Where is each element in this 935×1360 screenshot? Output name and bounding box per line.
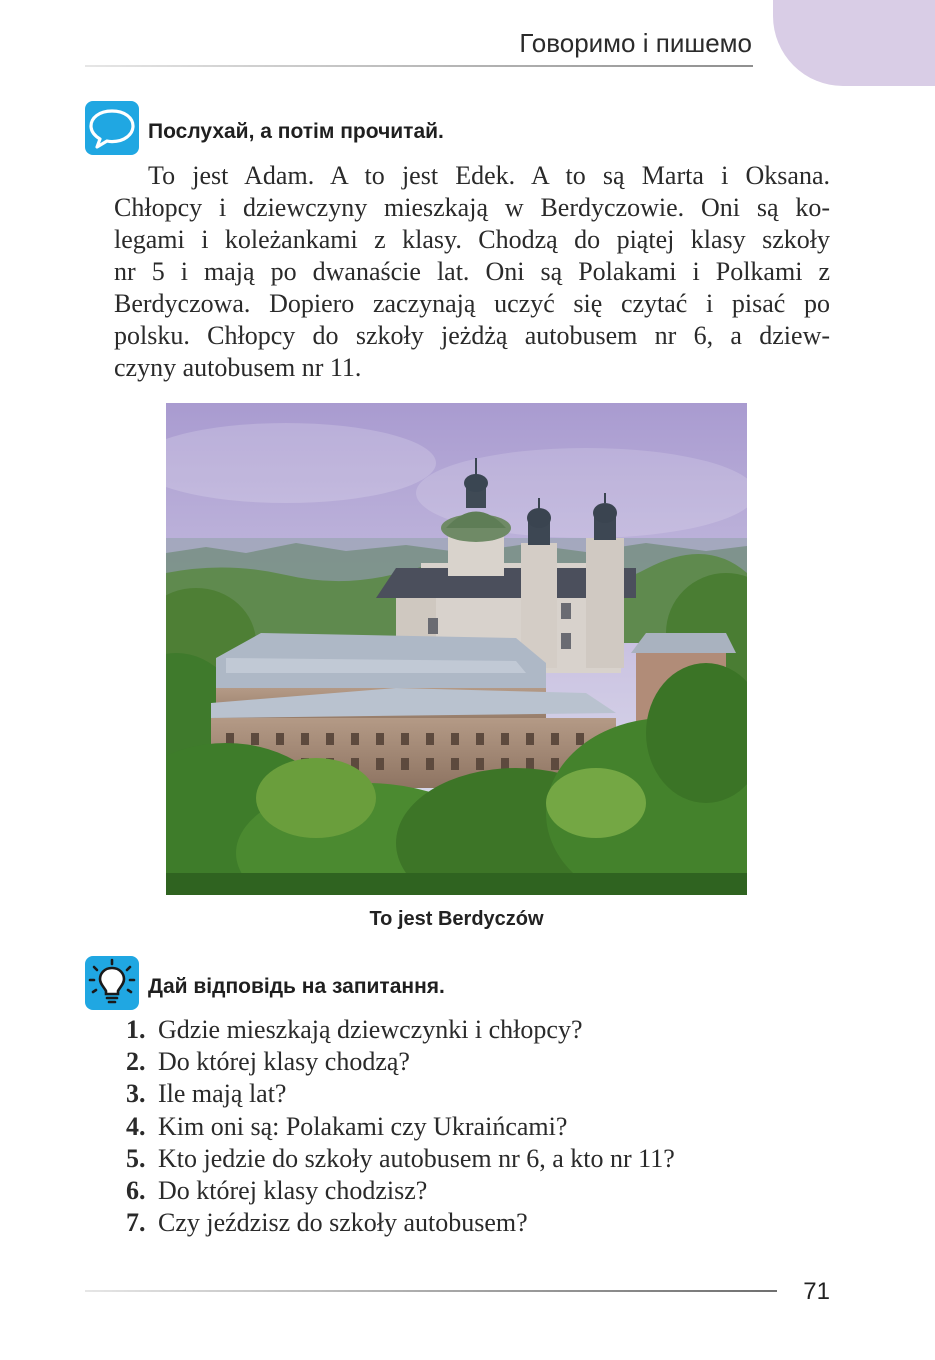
text-line: nr 5 i mają po dwanaście lat. Oni są Polakami i Polkami z [114, 257, 830, 286]
speech-bubble-icon [85, 101, 139, 155]
section-tab-corner [773, 0, 935, 86]
section-title: Говоримо і пишемо [519, 28, 752, 58]
lightbulb-icon [85, 956, 139, 1010]
question-number: 7. [126, 1208, 146, 1238]
question-number: 3. [126, 1079, 146, 1109]
question-text: Ile mają lat? [158, 1079, 287, 1109]
list-item [126, 1175, 806, 1207]
text-line: To jest Adam. A to jest Edek. A to są Marta i Oksana. [148, 161, 830, 190]
page-number: 71 [803, 1278, 830, 1305]
list-item [126, 1207, 806, 1239]
task-heading-answer: Дай відповідь на запитання. [148, 975, 445, 998]
list-item [126, 1078, 806, 1110]
text-line: legami i koleżankami z klasy. Chodzą do piątej klasy szkoły [114, 225, 830, 254]
question-number: 4. [126, 1111, 146, 1141]
list-item [126, 1143, 806, 1175]
question-text: Kim oni są: Polakami czy Ukraińcami? [158, 1111, 568, 1141]
berdychiv-monastery-photo [166, 403, 747, 895]
question-text: Do której klasy chodzisz? [158, 1176, 428, 1206]
text-line: polsku. Chłopcy do szkoły jeżdżą autobusem nr 6, a dziew- [114, 321, 830, 350]
question-text: Gdzie mieszkają dziewczynki i chłopcy? [158, 1015, 583, 1044]
text-line: Berdyczowa. Dopiero zaczynają uczyć się czytać i pisać po [114, 289, 830, 318]
list-item [126, 1046, 806, 1078]
photo-caption: To jest Berdyczów [369, 908, 544, 930]
text-line: czyny autobusem nr 11. [114, 353, 362, 382]
question-text: Czy jeździsz do szkoły autobusem? [158, 1208, 528, 1238]
reading-text [114, 160, 830, 384]
footer-divider [85, 1290, 777, 1292]
question-text: Do której klasy chodzą? [158, 1047, 410, 1077]
question-number: 2. [126, 1047, 146, 1077]
list-item [126, 1014, 806, 1046]
question-list [126, 1014, 806, 1239]
list-item [126, 1111, 806, 1143]
question-number: 1. [126, 1015, 146, 1044]
header-divider [85, 65, 753, 67]
task-heading-listen: Послухай, а потім прочитай. [148, 120, 444, 143]
text-line: Chłopcy i dziewczyny mieszkają w Berdyczowie. Oni są ko- [114, 193, 830, 222]
question-number: 5. [126, 1143, 146, 1173]
question-text: Kto jedzie do szkoły autobusem nr 6, a kto nr 11? [158, 1143, 675, 1173]
question-number: 6. [126, 1176, 146, 1206]
